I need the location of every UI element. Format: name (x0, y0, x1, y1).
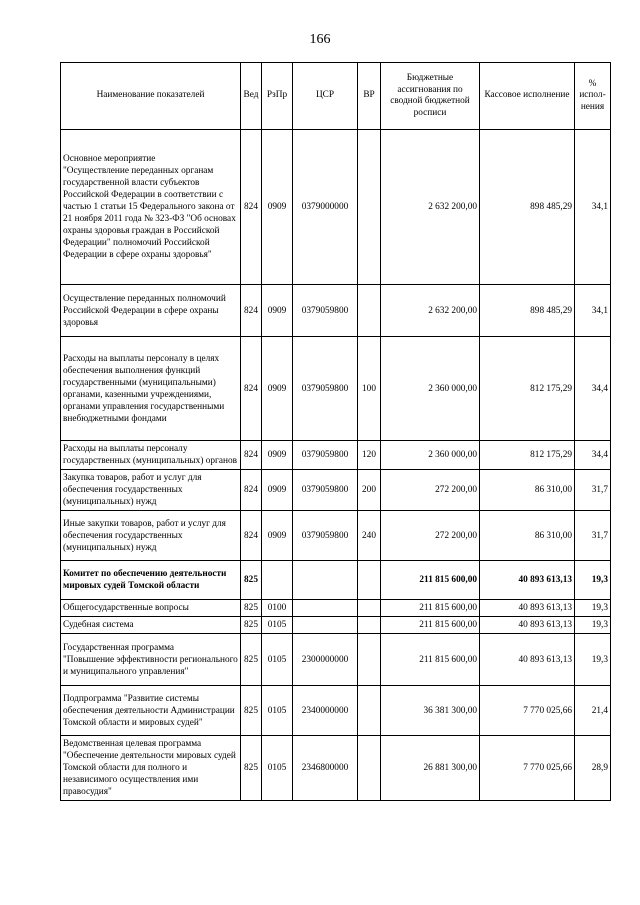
cell-percent: 34,1 (575, 130, 611, 285)
cell-budget: 211 815 600,00 (381, 561, 480, 600)
cell-name: Закупка товаров, работ и услуг для обеспечения государственных (муниципальных) нужд (61, 470, 241, 511)
cell-ved: 825 (241, 600, 262, 617)
cell-csr (293, 561, 358, 600)
cell-csr: 0379000000 (293, 130, 358, 285)
table-row (61, 285, 611, 337)
cell-cash: 86 310,00 (480, 511, 575, 561)
cell-ved: 824 (241, 470, 262, 511)
cell-percent: 21,4 (575, 686, 611, 736)
cell-name: Общегосударственные вопросы (61, 600, 241, 617)
cell-cash: 86 310,00 (480, 470, 575, 511)
cell-vr (358, 686, 381, 736)
cell-vr: 120 (358, 441, 381, 470)
cell-percent: 31,7 (575, 470, 611, 511)
cell-budget: 272 200,00 (381, 511, 480, 561)
cell-budget: 2 632 200,00 (381, 130, 480, 285)
header-csr: ЦСР (293, 63, 358, 130)
header-cash: Кассовое исполнение (480, 63, 575, 130)
cell-csr: 2346800000 (293, 736, 358, 801)
cell-percent: 28,9 (575, 736, 611, 801)
cell-name: Иные закупки товаров, работ и услуг для обеспечения государственных (муниципальных) нужд (61, 511, 241, 561)
cell-percent: 19,3 (575, 634, 611, 686)
cell-ved: 825 (241, 561, 262, 600)
cell-percent: 19,3 (575, 617, 611, 634)
cell-rzpr: 0105 (262, 617, 293, 634)
header-rzpr: РзПр (262, 63, 293, 130)
cell-vr (358, 736, 381, 801)
cell-budget: 211 815 600,00 (381, 617, 480, 634)
cell-rzpr: 0909 (262, 337, 293, 441)
cell-name: Основное мероприятие "Осуществление переданных органам государственной власти субъектов Российской Федерации в соответствии с частью 1 статьи 15 Федерального закона от 21 ноября 2011 года № 323-ФЗ "Об основах охраны здоровья граждан в Российской Федерации" полномочий Российской Федерации в сфере охраны здоровья" (61, 130, 241, 285)
cell-rzpr: 0909 (262, 285, 293, 337)
cell-percent: 19,3 (575, 561, 611, 600)
cell-ved: 824 (241, 511, 262, 561)
cell-budget: 2 632 200,00 (381, 285, 480, 337)
cell-csr: 0379059800 (293, 441, 358, 470)
cell-rzpr (262, 561, 293, 600)
cell-csr (293, 617, 358, 634)
cell-vr: 240 (358, 511, 381, 561)
cell-percent: 34,4 (575, 441, 611, 470)
cell-name: Государственная программа "Повышение эффективности регионального и муниципального управления" (61, 634, 241, 686)
cell-csr: 0379059800 (293, 285, 358, 337)
cell-percent: 19,3 (575, 600, 611, 617)
cell-csr (293, 600, 358, 617)
cell-name: Ведомственная целевая программа "Обеспечение деятельности мировых судей Томской области для полного и независимого осуществления ими правосудия" (61, 736, 241, 801)
header-budget: Бюджетные ассигнования по сводной бюджетной росписи (381, 63, 480, 130)
header-name: Наименование показателей (61, 63, 241, 130)
cell-cash: 40 893 613,13 (480, 600, 575, 617)
header-percent: % испол-нения (575, 63, 611, 130)
cell-budget: 2 360 000,00 (381, 337, 480, 441)
cell-csr: 2340000000 (293, 686, 358, 736)
cell-vr (358, 130, 381, 285)
cell-rzpr: 0909 (262, 130, 293, 285)
page-number: 166 (309, 32, 331, 47)
cell-name: Подпрограмма "Развитие системы обеспечения деятельности Администрации Томской области и мировых судей" (61, 686, 241, 736)
table-header-row (61, 63, 611, 130)
budget-table (60, 62, 611, 801)
cell-vr (358, 285, 381, 337)
cell-ved: 824 (241, 285, 262, 337)
cell-percent: 34,4 (575, 337, 611, 441)
cell-vr: 100 (358, 337, 381, 441)
cell-vr: 200 (358, 470, 381, 511)
table-row (61, 617, 611, 634)
cell-vr (358, 600, 381, 617)
cell-rzpr: 0105 (262, 634, 293, 686)
cell-rzpr: 0909 (262, 470, 293, 511)
cell-rzpr: 0105 (262, 686, 293, 736)
cell-csr: 0379059800 (293, 511, 358, 561)
cell-csr: 0379059800 (293, 470, 358, 511)
cell-budget: 211 815 600,00 (381, 600, 480, 617)
table-row (61, 130, 611, 285)
cell-rzpr: 0100 (262, 600, 293, 617)
cell-ved: 825 (241, 686, 262, 736)
cell-cash: 812 175,29 (480, 441, 575, 470)
cell-ved: 824 (241, 130, 262, 285)
header-ved: Вед (241, 63, 262, 130)
cell-rzpr: 0105 (262, 736, 293, 801)
cell-vr (358, 617, 381, 634)
cell-budget: 272 200,00 (381, 470, 480, 511)
table-row (61, 600, 611, 617)
cell-csr: 0379059800 (293, 337, 358, 441)
table-row (61, 511, 611, 561)
cell-budget: 36 381 300,00 (381, 686, 480, 736)
cell-name: Осуществление переданных полномочий Российской Федерации в сфере охраны здоровья (61, 285, 241, 337)
table-row (61, 337, 611, 441)
cell-ved: 825 (241, 617, 262, 634)
cell-cash: 40 893 613,13 (480, 617, 575, 634)
cell-vr (358, 634, 381, 686)
cell-cash: 40 893 613,13 (480, 561, 575, 600)
cell-cash: 812 175,29 (480, 337, 575, 441)
cell-percent: 34,1 (575, 285, 611, 337)
table-row (61, 634, 611, 686)
cell-name: Судебная система (61, 617, 241, 634)
cell-ved: 825 (241, 736, 262, 801)
cell-vr (358, 561, 381, 600)
cell-budget: 26 881 300,00 (381, 736, 480, 801)
cell-name: Расходы на выплаты персоналу государственных (муниципальных) органов (61, 441, 241, 470)
cell-cash: 7 770 025,66 (480, 736, 575, 801)
cell-rzpr: 0909 (262, 441, 293, 470)
cell-budget: 2 360 000,00 (381, 441, 480, 470)
table-row (61, 470, 611, 511)
table-row (61, 441, 611, 470)
cell-cash: 898 485,29 (480, 130, 575, 285)
header-vr: ВР (358, 63, 381, 130)
cell-cash: 40 893 613,13 (480, 634, 575, 686)
cell-cash: 898 485,29 (480, 285, 575, 337)
cell-cash: 7 770 025,66 (480, 686, 575, 736)
cell-ved: 824 (241, 441, 262, 470)
cell-percent: 31,7 (575, 511, 611, 561)
cell-name: Расходы на выплаты персоналу в целях обеспечения выполнения функций государственными (муниципальными) органами, казенными учреждениями, органами управления государственными внебюджетными фондами (61, 337, 241, 441)
table-row (61, 686, 611, 736)
cell-name: Комитет по обеспечению деятельности мировых судей Томской области (61, 561, 241, 600)
table-row (61, 736, 611, 801)
table-row (61, 561, 611, 600)
cell-ved: 824 (241, 337, 262, 441)
cell-rzpr: 0909 (262, 511, 293, 561)
cell-csr: 2300000000 (293, 634, 358, 686)
cell-budget: 211 815 600,00 (381, 634, 480, 686)
cell-ved: 825 (241, 634, 262, 686)
